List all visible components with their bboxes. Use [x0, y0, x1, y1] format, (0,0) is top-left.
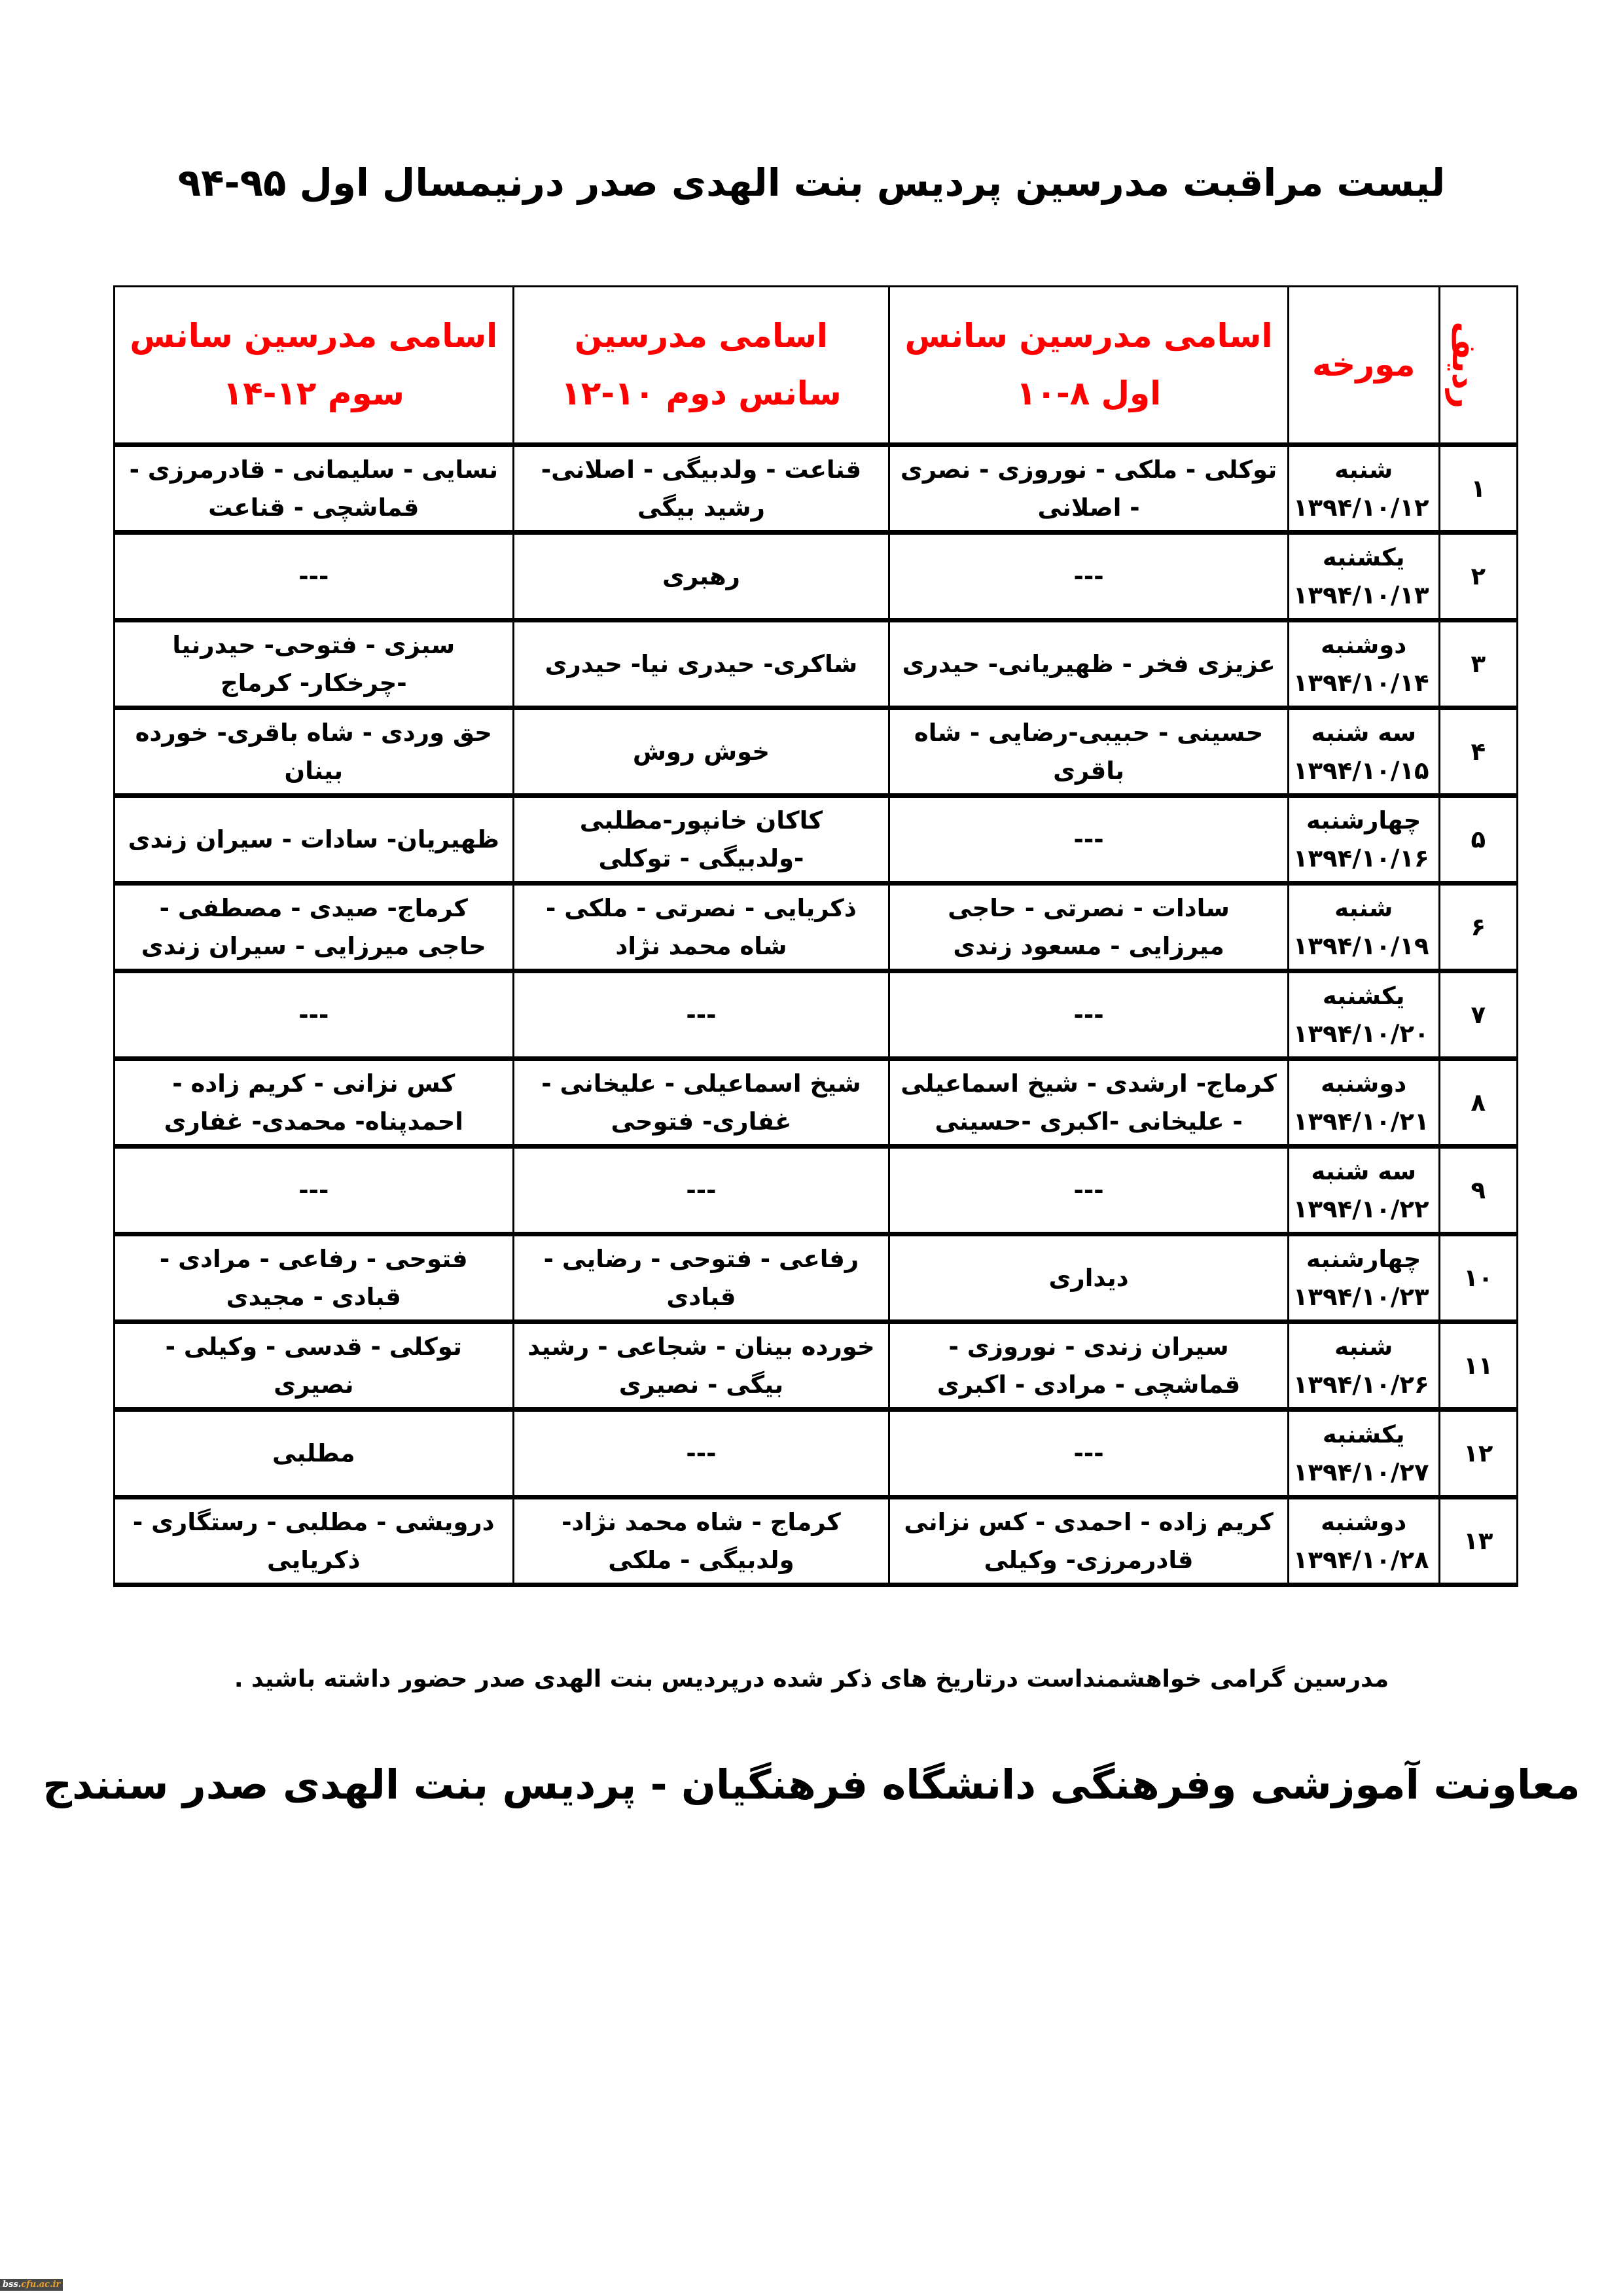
header-row-number: ردیف [1439, 287, 1517, 445]
session3-teachers: فتوحی - رفاعی - مرادی - قبادی - مجیدی [115, 1234, 514, 1322]
header-session1: اسامی مدرسین سانس اول ۸-۱۰ [889, 287, 1289, 445]
row-date [1288, 1498, 1439, 1585]
row-date [1288, 445, 1439, 533]
session2-teachers: شیخ اسماعیلی - علیخانی - غفاری- فتوحی [513, 1059, 889, 1147]
row-number: ۳ [1439, 620, 1517, 708]
invigilation-schedule-table [113, 285, 1518, 1587]
date-value: ۱۳۹۴/۱۰/۲۷ [1293, 1458, 1429, 1486]
date-value: ۱۳۹۴/۱۰/۱۵ [1293, 756, 1429, 785]
date-value: ۱۳۹۴/۱۰/۲۰ [1293, 1019, 1429, 1048]
date-value: ۱۳۹۴/۱۰/۱۶ [1293, 844, 1429, 872]
table-row [115, 971, 1518, 1059]
session2-teachers: --- [513, 971, 889, 1059]
page-title: لیست مراقبت مدرسین پردیس بنت الهدی صدر درنیمسال اول ۹۵-۹۴ [177, 160, 1446, 205]
table-row [115, 1498, 1518, 1585]
session3-teachers: درویشی - مطلبی - رستگاری - ذکریایی [115, 1498, 514, 1585]
header-session3: اسامی مدرسین سانس سوم ۱۲-۱۴ [115, 287, 514, 445]
row-number: ۱۳ [1439, 1498, 1517, 1585]
session2-teachers: شاکری- حیدری نیا- حیدری [513, 620, 889, 708]
weekday: دوشنبه [1321, 1069, 1407, 1098]
session1-teachers: سادات - نصرتی - حاجی میرزایی - مسعود زندی [889, 884, 1289, 971]
row-date [1288, 1322, 1439, 1410]
row-number: ۴ [1439, 708, 1517, 796]
session2-teachers: --- [513, 1410, 889, 1498]
weekday: شنبه [1334, 1333, 1393, 1361]
row-date [1288, 1234, 1439, 1322]
session1-teachers: --- [889, 971, 1289, 1059]
row-date [1288, 708, 1439, 796]
session1-teachers: حسینی - حبیبی-رضایی - شاه باقری [889, 708, 1289, 796]
row-number: ۱ [1439, 445, 1517, 533]
session1-teachers: --- [889, 1147, 1289, 1234]
date-value: ۱۳۹۴/۱۰/۱۴ [1293, 668, 1429, 697]
session1-teachers: عزیزی فخر - ظهیریانی- حیدری [889, 620, 1289, 708]
date-value: ۱۳۹۴/۱۰/۲۳ [1293, 1282, 1429, 1311]
row-number: ۷ [1439, 971, 1517, 1059]
table-row [115, 445, 1518, 533]
session2-teachers: کرماج - شاه محمد نژاد- ولدبیگی - ملکی [513, 1498, 889, 1585]
table-row [115, 1059, 1518, 1147]
date-value: ۱۳۹۴/۱۰/۲۱ [1293, 1107, 1429, 1136]
session2-teachers: خورده بینان - شجاعی - رشید بیگی - نصیری [513, 1322, 889, 1410]
date-value: ۱۳۹۴/۱۰/۱۲ [1293, 493, 1429, 522]
row-number: ۱۱ [1439, 1322, 1517, 1410]
session3-teachers: کرماج- صیدی - مصطفی - حاجی میرزایی - سیران زندی [115, 884, 514, 971]
session1-teachers: توکلی - ملکی - نوروزی - نصری - اصلانی [889, 445, 1289, 533]
row-number: ۱۲ [1439, 1410, 1517, 1498]
row-number: ۵ [1439, 796, 1517, 884]
session2-teachers: قناعت - ولدبیگی - اصلانی- رشید بیگی [513, 445, 889, 533]
session2-teachers: خوش روش [513, 708, 889, 796]
table-row [115, 1322, 1518, 1410]
row-number: ۱۰ [1439, 1234, 1517, 1322]
row-date [1288, 971, 1439, 1059]
date-value: ۱۳۹۴/۱۰/۲۶ [1293, 1370, 1429, 1399]
session1-teachers: کریم زاده - احمدی - کس نزانی قادرمرزی- وکیلی [889, 1498, 1289, 1585]
weekday: یکشنبه [1322, 1420, 1405, 1449]
table-row [115, 708, 1518, 796]
footer-signature: معاونت آموزشی وفرهنگی دانشگاه فرهنگیان - پردیس بنت الهدی صدر سنندج [43, 1761, 1580, 1808]
table-row [115, 1147, 1518, 1234]
weekday: چهارشنبه [1306, 806, 1421, 835]
row-number: ۹ [1439, 1147, 1517, 1234]
weekday: یکشنبه [1322, 982, 1405, 1011]
session3-teachers: --- [115, 533, 514, 620]
table-row [115, 796, 1518, 884]
date-value: ۱۳۹۴/۱۰/۲۲ [1293, 1194, 1429, 1223]
date-value: ۱۳۹۴/۱۰/۱۹ [1293, 931, 1429, 960]
session3-teachers: --- [115, 971, 514, 1059]
session1-teachers: دیداری [889, 1234, 1289, 1322]
table-row [115, 884, 1518, 971]
weekday: سه شنبه [1311, 1157, 1417, 1186]
weekday: دوشنبه [1321, 631, 1407, 660]
session3-teachers: توکلی - قدسی - وکیلی - نصیری [115, 1322, 514, 1410]
session2-teachers: --- [513, 1147, 889, 1234]
row-number: ۲ [1439, 533, 1517, 620]
session3-teachers: --- [115, 1147, 514, 1234]
session1-teachers: --- [889, 1410, 1289, 1498]
date-value: ۱۳۹۴/۱۰/۱۳ [1293, 581, 1429, 609]
session3-teachers: سبزی - فتوحی- حیدرنیا -چرخکار- کرماج [115, 620, 514, 708]
session1-teachers: کرماج- ارشدی - شیخ اسماعیلی - علیخانی -اکبری -حسینی [889, 1059, 1289, 1147]
weekday: سه شنبه [1311, 719, 1417, 747]
weekday: شنبه [1334, 456, 1393, 484]
session2-teachers: رهبری [513, 533, 889, 620]
session1-teachers: --- [889, 796, 1289, 884]
session2-teachers: کاکان خانپور-مطلبی -ولدبیگی - توکلی [513, 796, 889, 884]
table-row [115, 620, 1518, 708]
session3-teachers: مطلبی [115, 1410, 514, 1498]
row-date [1288, 1410, 1439, 1498]
row-date [1288, 1059, 1439, 1147]
table-row [115, 533, 1518, 620]
session3-teachers: کس نزانی - کریم زاده - احمدپناه- محمدی- غفاری [115, 1059, 514, 1147]
date-value: ۱۳۹۴/۱۰/۲۸ [1293, 1545, 1429, 1574]
weekday: شنبه [1334, 894, 1393, 923]
session3-teachers: ظهیریان- سادات - سیران زندی [115, 796, 514, 884]
row-date [1288, 796, 1439, 884]
session1-teachers: سیران زندی - نوروزی - قماشچی - مرادی - اکبری [889, 1322, 1289, 1410]
row-number: ۶ [1439, 884, 1517, 971]
site-watermark: bss.cfu.ac.ir [0, 2279, 63, 2291]
table-row [115, 1410, 1518, 1498]
instruction-note: مدرسین گرامی خواهشمنداست درتاریخ های ذکر شده درپردیس بنت الهدی صدر حضور داشته باشید . [234, 1666, 1389, 1693]
session2-teachers: رفاعی - فتوحی - رضایی - قبادی [513, 1234, 889, 1322]
session1-teachers: --- [889, 533, 1289, 620]
header-session2: اسامی مدرسین سانس دوم ۱۰-۱۲ [513, 287, 889, 445]
row-date [1288, 1147, 1439, 1234]
weekday: یکشنبه [1322, 543, 1405, 572]
row-date [1288, 533, 1439, 620]
row-number: ۸ [1439, 1059, 1517, 1147]
session3-teachers: نسایی - سلیمانی - قادرمرزی - قماشچی - قناعت [115, 445, 514, 533]
row-date [1288, 884, 1439, 971]
table-header-row [115, 287, 1518, 445]
session3-teachers: حق وردی - شاه باقری- خورده بینان [115, 708, 514, 796]
header-date: مورخه [1288, 287, 1439, 445]
session2-teachers: ذکریایی - نصرتی - ملکی - شاه محمد نژاد [513, 884, 889, 971]
weekday: چهارشنبه [1306, 1245, 1421, 1274]
weekday: دوشنبه [1321, 1508, 1407, 1537]
row-date [1288, 620, 1439, 708]
table-row [115, 1234, 1518, 1322]
